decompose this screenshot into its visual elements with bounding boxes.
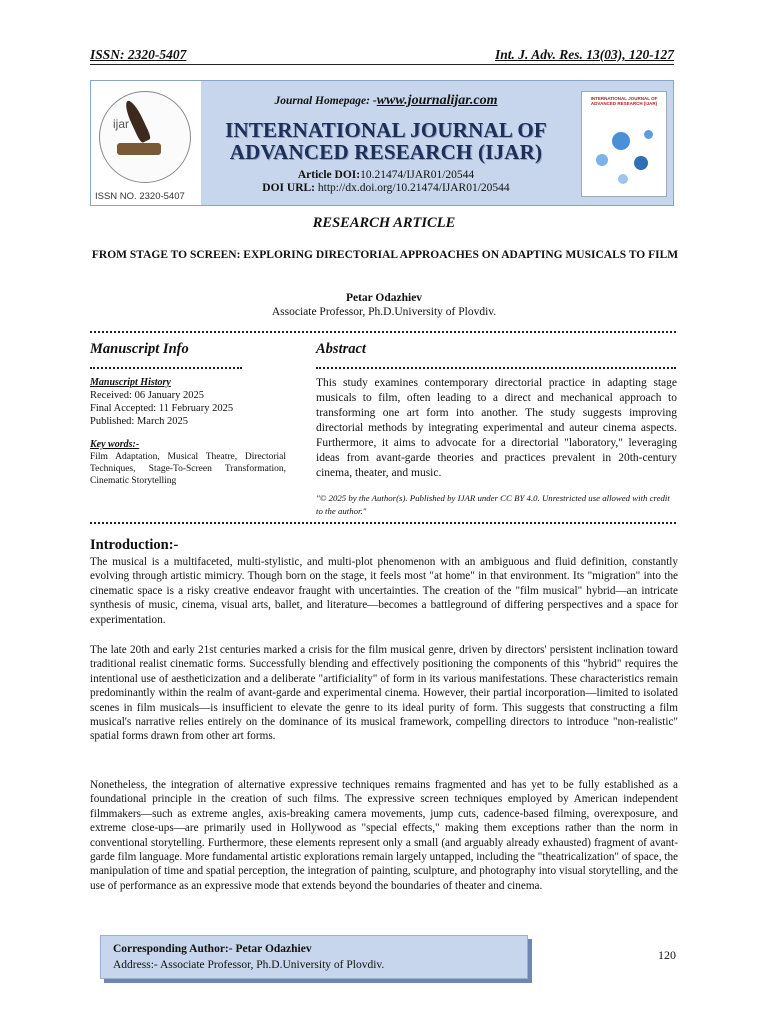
doi-info — [201, 169, 571, 195]
doi-value: 10.21474/IJAR01/20544 — [360, 169, 475, 181]
intro-paragraph-2: The late 20th and early 21st centuries marked a crisis for the film musical genre, driven by directors' persistent inclination toward traditional realist cinematic forms. Successfully blending and effectively positioning the components of this "hybrid" requires the intentional use of aestheticization and a deliberate "artificiality" of form in its various manifestations. These characteristics remain predominantly within the realm of avant-garde and experimental cinema. However, their partial incorporation—limited to isolated scenes in film musicals—is insufficient to elevate the genre to its ideal purity of form. This suggests that constructing a film musical's narrative relies entirely on the dominance of its musical framework, compelling directors to introduce "non-realistic" spatial forms drawn from other art forms. — [90, 644, 678, 743]
journal-homepage — [201, 93, 571, 109]
received-date: Received: 06 January 2025 — [90, 390, 205, 401]
divider — [90, 521, 676, 524]
cover-title: INTERNATIONAL JOURNAL OF ADVANCED RESEARCH (IJAR) — [590, 96, 658, 106]
homepage-link[interactable]: www.journalijar.com — [376, 93, 498, 108]
abstract-heading: Abstract — [316, 341, 366, 357]
author-affiliation: Associate Professor, Ph.D.University of Plovdiv. — [271, 306, 497, 318]
manuscript-info-heading: Manuscript Info — [90, 341, 189, 357]
accepted-date: Final Accepted: 11 February 2025 — [90, 403, 234, 414]
journal-logo — [91, 81, 201, 205]
author-address: Address:- Associate Professor, Ph.D.University of Plovdiv. — [113, 959, 385, 971]
keywords: Film Adaptation, Musical Theatre, Directorial Techniques, Stage-To-Screen Transformation, Cinematic Storytelling — [90, 452, 286, 486]
history-heading: Manuscript History — [90, 377, 171, 388]
divider — [316, 366, 676, 369]
journal-cover-image — [581, 91, 667, 197]
running-header — [90, 47, 674, 65]
homepage-label: Journal Homepage: - — [274, 95, 377, 107]
banner-center — [201, 81, 571, 205]
molecule-icon — [634, 156, 648, 170]
journal-title-line1: INTERNATIONAL JOURNAL OF — [225, 118, 547, 142]
manuscript-info — [90, 376, 286, 487]
corresponding-author-box — [100, 935, 528, 979]
article-type: RESEARCH ARTICLE — [312, 215, 456, 231]
citation-text: Int. J. Adv. Res. 13(03), 120-127 — [495, 47, 674, 62]
molecule-icon — [612, 132, 630, 150]
published-date: Published: March 2025 — [90, 416, 188, 427]
keywords-heading: Key words:- — [90, 439, 140, 450]
introduction-heading: Introduction:- — [90, 537, 179, 553]
molecule-icon — [618, 174, 628, 184]
divider — [90, 366, 242, 369]
journal-title-line2: ADVANCED RESEARCH (IJAR) — [229, 140, 543, 164]
molecule-icon — [596, 154, 608, 166]
journal-title — [201, 119, 571, 163]
page-number: 120 — [658, 948, 676, 962]
author-name: Petar Odazhiev — [345, 292, 423, 304]
copyright-notice: "© 2025 by the Author(s). Published by IJAR under CC BY 4.0. Unrestricted use allowed with credit to the author." — [316, 493, 670, 516]
journal-banner — [90, 80, 674, 206]
intro-paragraph-3: Nonetheless, the integration of alternative expressive techniques remains fragmented and has yet to be fully established as a foundational principle in the creation of such films. The expressive screen techniques employed by American independent filmmakers—such as extreme angles, axis-breaking camera movements, jump cuts, cadence-based filming, overexposure, and extreme close-ups—are primarily used in Hollywood as "special effects," making them exceptions rather than the norm in conventional storytelling. Furthermore, these elements represent only a small (and arguably already exhausted) fragment of avant-garde film language. More fundamental artistic explorations remain largely untapped, including the "theatricalization" of space, the manipulation of time and spatial perception, the integration of painting, sculpture, and photography into visual storytelling, and the use of performance as an expressive mode that extends beyond the boundaries of theater and cinema. — [90, 779, 678, 892]
molecule-icon — [644, 130, 653, 139]
logo-issn: ISSN NO. 2320-5407 — [95, 191, 185, 202]
doi-url-link[interactable]: http://dx.doi.org/10.21474/IJAR01/20544 — [317, 182, 510, 194]
book-icon — [117, 143, 161, 155]
abstract-text: This study examines contemporary directorial practice in adapting stage musicals to film, often leading to a direct and mechanical approach to transforming one art form into another. The study suggests improving directorial methods by integrating experimental and auteur cinema aspects. Furthermore, it aims to advocate for a directorial "laboratory," leveraging ideas from avant-garde theories and practices prevalent in 20th-century cinema, theater, and music. — [316, 377, 677, 479]
corresponding-author: Corresponding Author:- Petar Odazhiev — [113, 943, 312, 955]
doi-url-label: DOI URL: — [262, 182, 316, 194]
doi-label: Article DOI: — [297, 169, 361, 181]
divider — [90, 330, 676, 333]
logo-text: ijar — [113, 117, 130, 131]
issn-text: ISSN: 2320-5407 — [90, 47, 187, 62]
paper-title: FROM STAGE TO SCREEN: EXPLORING DIRECTORIAL APPROACHES ON ADAPTING MUSICALS TO FILM — [91, 249, 679, 261]
intro-paragraph-1: The musical is a multifaceted, multi-stylistic, and multi-plot phenomenon with an ambiguous and fluid definition, constantly evolving through artistic mimicry. Though born on the stage, it feels most "at home" in that environment. Its "migration" into the cinematic space is a risky creative endeavor fraught with uncertainties. The creation of the "film musical" hybrid—an intricate synthesis of music, cinema, visual arts, ballet, and literature—becomes a battleground of differing perspectives and a space for experimentation. — [90, 556, 678, 626]
